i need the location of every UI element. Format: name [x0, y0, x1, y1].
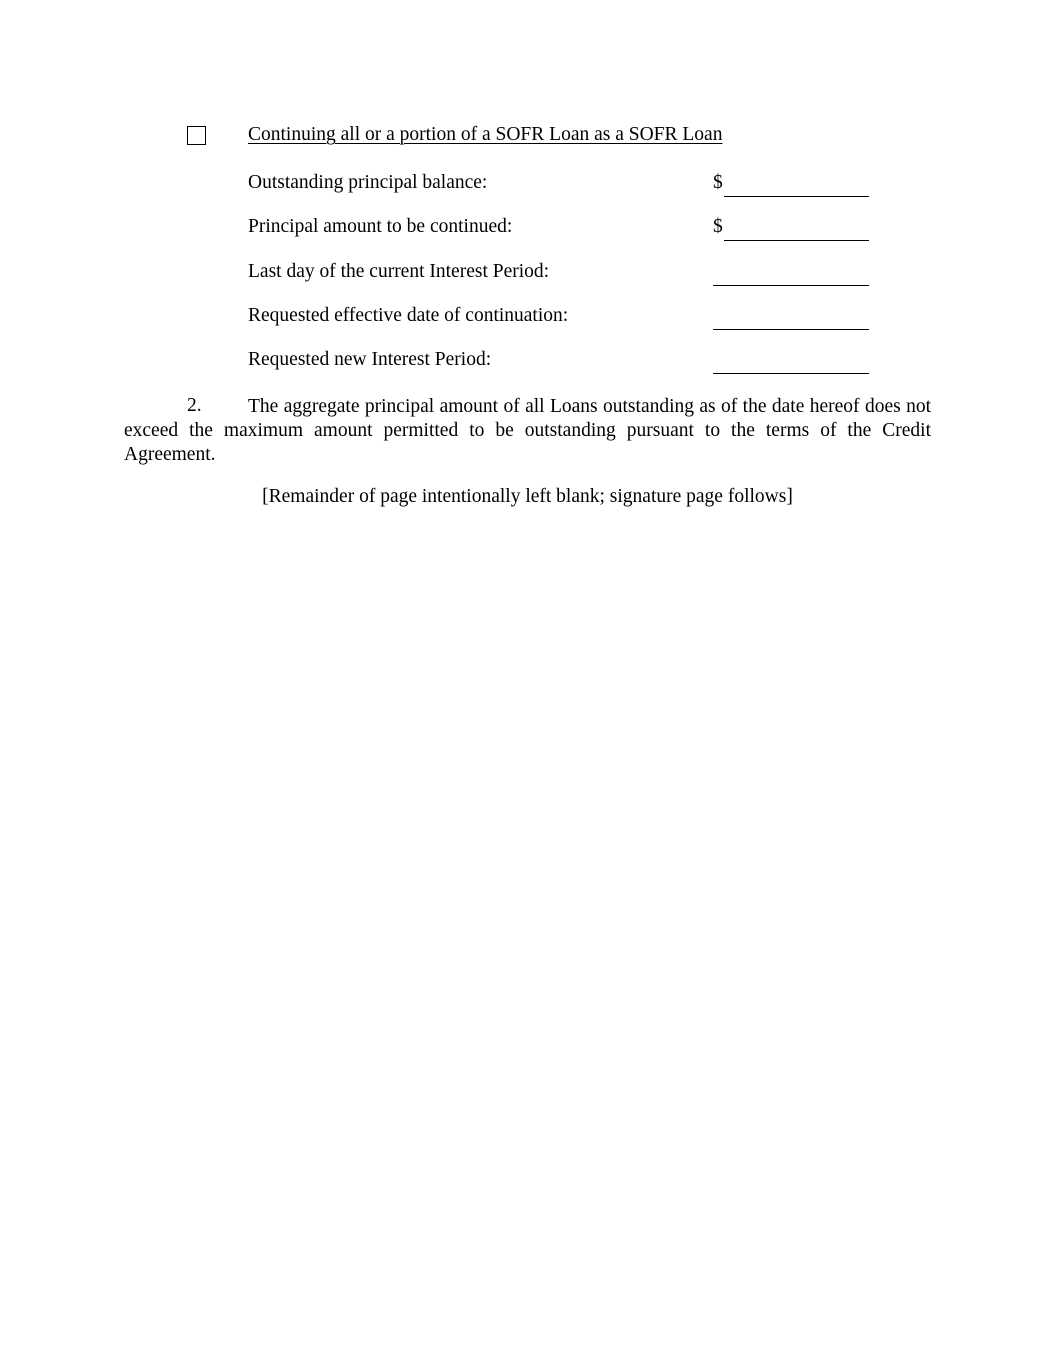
field-value[interactable] — [713, 216, 869, 242]
page-note: [Remainder of page intentionally left blank; signature page follows] — [262, 486, 793, 507]
currency-prefix: $ — [713, 216, 723, 237]
field-label: Principal amount to be continued: — [248, 216, 513, 237]
currency-prefix: $ — [713, 172, 723, 193]
field-value[interactable] — [713, 305, 869, 331]
continuation-checkbox[interactable] — [187, 126, 206, 145]
field-requested-new-interest-period — [248, 349, 888, 375]
blank-line[interactable] — [713, 285, 869, 286]
blank-line[interactable] — [724, 240, 869, 241]
field-outstanding-principal-balance — [248, 172, 888, 198]
field-last-day-interest-period — [248, 261, 888, 287]
blank-line[interactable] — [713, 373, 869, 374]
field-value[interactable] — [713, 261, 869, 287]
field-principal-amount-continued — [248, 216, 888, 242]
paragraph-text: The aggregate principal amount of all Loans outstanding as of the date hereof does not exceed the maximum amount permitted to be outstanding pursuant to the terms of the Credit Agreement. — [124, 396, 931, 465]
paragraph-number: 2. — [187, 395, 202, 416]
field-label: Requested effective date of continuation: — [248, 305, 569, 326]
blank-line[interactable] — [724, 196, 869, 197]
field-requested-effective-date — [248, 305, 888, 331]
field-value[interactable] — [713, 349, 869, 375]
field-value[interactable] — [713, 172, 869, 198]
field-label: Outstanding principal balance: — [248, 172, 488, 193]
field-label: Requested new Interest Period: — [248, 349, 492, 370]
blank-line[interactable] — [713, 329, 869, 330]
option-heading: Continuing all or a portion of a SOFR Loan as a SOFR Loan — [248, 124, 723, 145]
field-label: Last day of the current Interest Period: — [248, 261, 550, 282]
